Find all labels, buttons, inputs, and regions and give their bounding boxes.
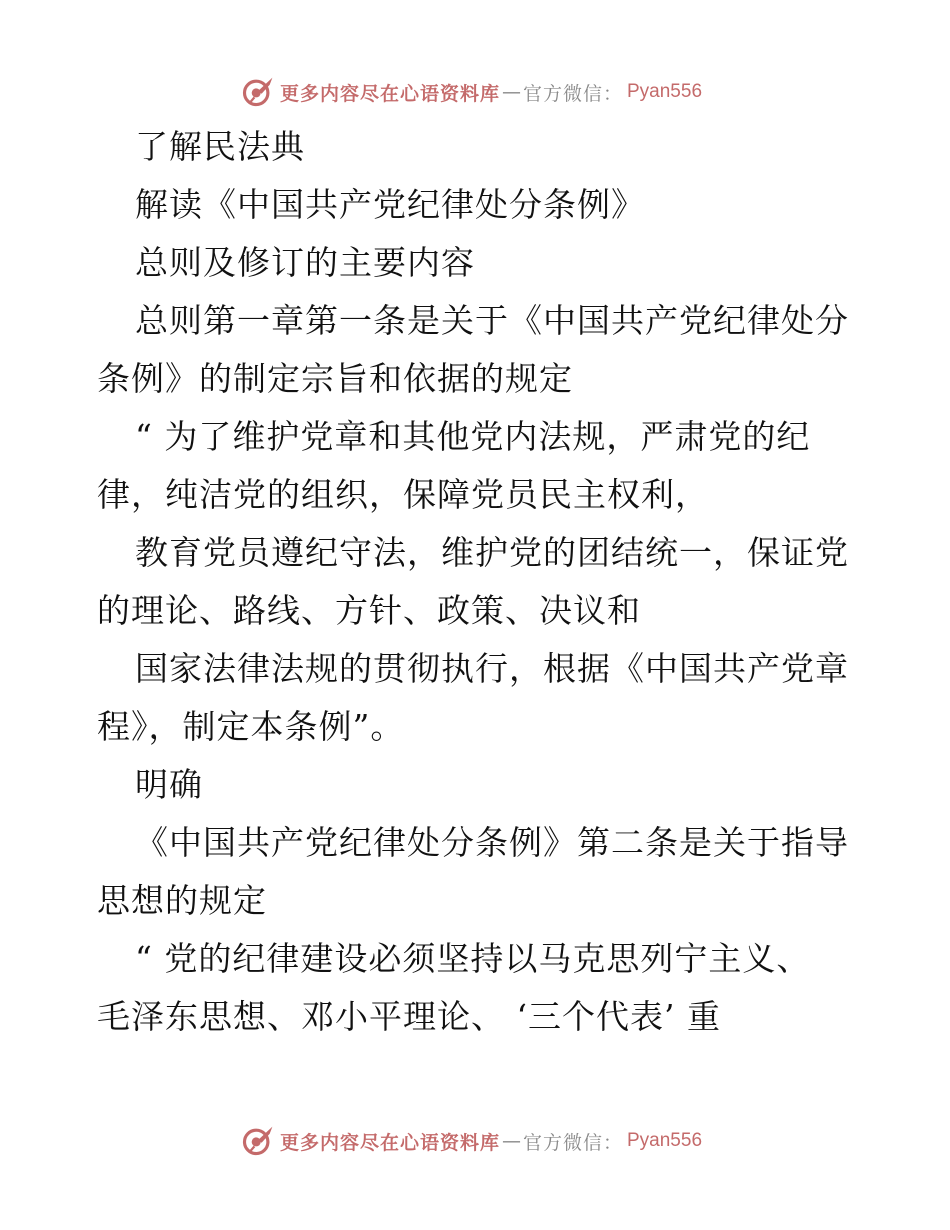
document-body — [97, 118, 857, 1046]
header-wechat-id: Pyan556 — [627, 81, 703, 102]
header-brand-text: 更多内容尽在心语资料库 — [279, 82, 500, 105]
footer-wechat-label: 官方微信： — [522, 1131, 623, 1154]
paragraph-line: 思想的规定 — [97, 881, 267, 920]
paragraph-line: 教育党员遵纪守法，维护党的团结统一，保证党 — [135, 533, 849, 572]
quill-pen-logo-icon — [240, 74, 276, 110]
paragraph-line: 明确 — [135, 765, 203, 804]
paragraph-line: 总则第一章第一条是关于《中国共产党纪律处分 — [135, 301, 849, 340]
paragraph-line: “ 为了维护党章和其他党内法规，严肃党的纪 — [135, 417, 811, 456]
heading-line: 总则及修订的主要内容 — [135, 243, 475, 282]
footer-brand-text: 更多内容尽在心语资料库 — [279, 1131, 500, 1154]
footer-separator: — — [501, 1130, 521, 1152]
paragraph-line: 《中国共产党纪律处分条例》第二条是关于指导 — [135, 823, 849, 862]
paragraph-line: 条例》的制定宗旨和依据的规定 — [97, 359, 573, 398]
header-wechat-label: 官方微信： — [522, 82, 623, 105]
page-footer-watermark — [0, 1121, 950, 1161]
paragraph-line: “ 党的纪律建设必须坚持以马克思列宁主义、 — [135, 939, 811, 978]
heading-line: 解读《中国共产党纪律处分条例》 — [135, 185, 645, 224]
paragraph-line: 的理论、路线、方针、政策、决议和 — [97, 591, 641, 630]
paragraph-line: 律，纯洁党的组织，保障党员民主权利， — [97, 475, 709, 514]
quill-pen-logo-icon — [240, 1123, 276, 1159]
paragraph-line: 程》，制定本条例”。 — [97, 707, 405, 746]
header-separator: — — [501, 81, 521, 103]
footer-wechat-id: Pyan556 — [627, 1130, 703, 1151]
paragraph-line: 毛泽东思想、邓小平理论、 ‘三个代表’ 重 — [97, 997, 721, 1036]
paragraph-line: 国家法律法规的贯彻执行，根据《中国共产党章 — [135, 649, 849, 688]
heading-line: 了解民法典 — [135, 127, 305, 166]
page-header-watermark — [0, 72, 950, 112]
